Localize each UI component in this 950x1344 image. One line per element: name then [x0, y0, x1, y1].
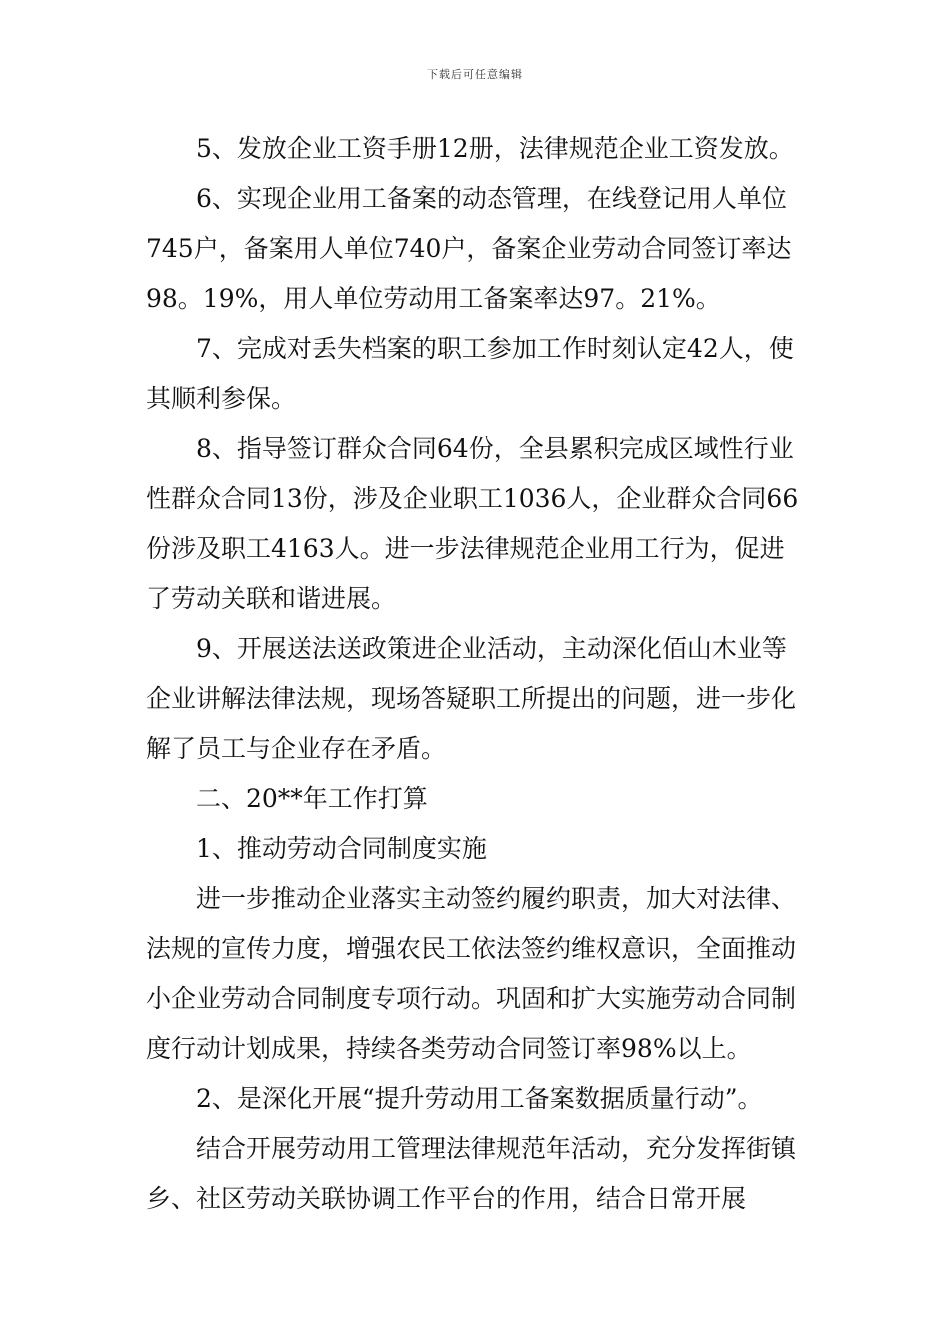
paragraph-item-5: 5、发放企业工资手册12册，法律规范企业工资发放。 — [196, 134, 794, 163]
paragraph-item-7: 7、完成对丢失档案的职工参加工作时刻认定42人，使其顺利参保。 — [146, 334, 794, 413]
document-body — [146, 124, 808, 1224]
paragraph-item-8: 8、指导签订群众合同64份，全县累积完成区域性行业性群众合同13份，涉及企业职工1036人，企业群众合同66份涉及职工4163人。进一步法律规范企业用工行为，促进了劳动关联和谐进展。 — [146, 434, 799, 613]
section-heading-plan: 二、20**年工作打算 — [196, 784, 428, 813]
paragraph-plan-1: 进一步推动企业落实主动签约履约职责，加大对法律、法规的宣传力度，增强农民工依法签约维权意识，全面推动小企业劳动合同制度专项行动。巩固和扩大实施劳动合同制度行动计划成果，持续各类劳动合同签订率98%以上。 — [146, 884, 797, 1063]
subheading-2: 2、是深化开展“提升劳动用工备案数据质量行动”。 — [196, 1084, 763, 1113]
subheading-1: 1、推动劳动合同制度实施 — [196, 834, 487, 863]
paragraph-item-6: 6、实现企业用工备案的动态管理，在线登记用人单位745户，备案用人单位740户，备案企业劳动合同签订率达98。19%，用人单位劳动用工备案率达97。21%。 — [146, 184, 792, 313]
header-note: 下载后可任意编辑 — [427, 68, 523, 81]
paragraph-item-9: 9、开展送法送政策进企业活动，主动深化佰山木业等企业讲解法律法规，现场答疑职工所提出的问题，进一步化解了员工与企业存在矛盾。 — [146, 634, 797, 763]
paragraph-plan-2: 结合开展劳动用工管理法律规范年活动，充分发挥街镇乡、社区劳动关联协调工作平台的作用，结合日常开展 — [146, 1134, 797, 1213]
